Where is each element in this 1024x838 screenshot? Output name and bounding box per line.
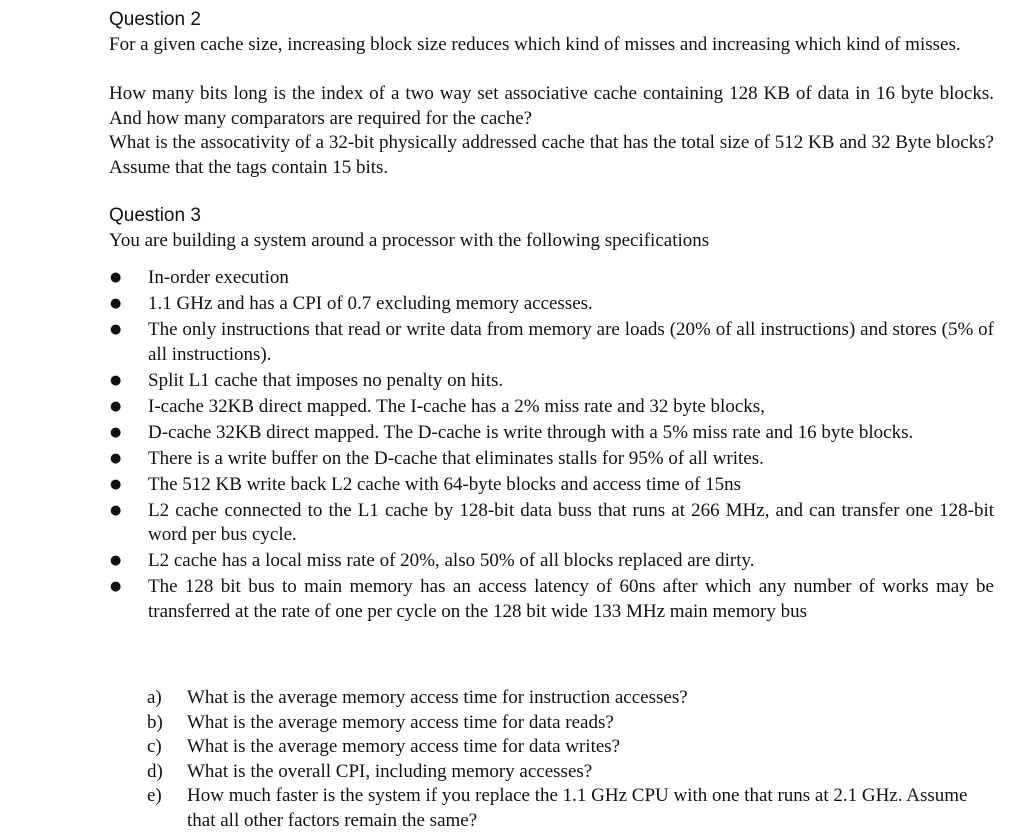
bullet-icon: ● bbox=[110, 450, 122, 466]
list-item-text: L2 cache has a local miss rate of 20%, also 50% of all blocks replaced are dirty. bbox=[148, 550, 755, 571]
list-item bbox=[0, 395, 994, 420]
list-item bbox=[0, 318, 994, 367]
question-2-paragraph-3: What is the assocativity of a 32-bit physically addressed cache that has the total size of 512 KB and 32 Byte blocks? Assume that the tags contain 15 bits. bbox=[109, 132, 994, 178]
bullet-icon: ● bbox=[110, 372, 122, 388]
subquestion-text: How much faster is the system if you replace the 1.1 GHz CPU with one that runs at 2.1 GHz. Assume that all other factors remain the same? bbox=[187, 785, 968, 831]
bullet-icon: ● bbox=[110, 502, 122, 518]
subquestion-item bbox=[0, 711, 994, 736]
bullet-icon: ● bbox=[110, 398, 122, 414]
list-item bbox=[0, 549, 994, 574]
question-2-paragraph-1: For a given cache size, increasing block size reduces which kind of misses and increasing which kind of misses. bbox=[109, 34, 961, 55]
subquestion-marker: c) bbox=[147, 736, 162, 757]
list-item bbox=[0, 369, 994, 394]
subquestion-marker: b) bbox=[147, 711, 163, 733]
subquestion-item bbox=[0, 760, 994, 785]
list-item-text: There is a write buffer on the D-cache that eliminates stalls for 95% of all writes. bbox=[148, 447, 764, 469]
list-item-text: 1.1 GHz and has a CPI of 0.7 excluding memory accesses. bbox=[148, 293, 593, 314]
list-item bbox=[0, 575, 994, 624]
list-item-text: In-order execution bbox=[148, 267, 289, 288]
bullet-icon: ● bbox=[110, 579, 122, 594]
list-item-text: The 128 bit bus to main memory has an access latency of 60ns after which any number of works may be transferred at the rate of one per cycle on the 128 bit wide 133 MHz main memory bus bbox=[148, 576, 994, 622]
subquestion-text: What is the average memory access time for instruction accesses? bbox=[187, 687, 688, 708]
list-item-text: D-cache 32KB direct mapped. The D-cache is write through with a 5% miss rate and 16 byte blocks. bbox=[148, 421, 914, 443]
bullet-icon: ● bbox=[110, 296, 122, 311]
list-item bbox=[0, 421, 994, 446]
list-item bbox=[0, 499, 994, 548]
bullet-icon: ● bbox=[110, 270, 122, 285]
subquestion-marker: a) bbox=[147, 687, 162, 708]
list-item bbox=[0, 447, 994, 472]
question-3-intro: You are building a system around a processor with the following specifications bbox=[109, 230, 710, 251]
question-2-paragraph-2: How many bits long is the index of a two way set associative cache containing 128 KB of data in 16 byte blocks. And how many comparators are required for the cache? bbox=[109, 83, 994, 129]
subquestion-text: What is the average memory access time for data reads? bbox=[187, 711, 614, 733]
list-item bbox=[0, 292, 994, 317]
list-item-text: L2 cache connected to the L1 cache by 128-bit data buss that runs at 266 MHz, and can transfer one 128-bit word per bus cycle. bbox=[148, 499, 994, 545]
bullet-icon: ● bbox=[110, 476, 122, 492]
question-2-heading: Question 2 bbox=[109, 9, 201, 30]
list-item-text: The 512 KB write back L2 cache with 64-byte blocks and access time of 15ns bbox=[148, 473, 742, 495]
list-item-text: The only instructions that read or write data from memory are loads (20% of all instructions) and stores (5% of all instructions). bbox=[148, 319, 994, 365]
list-item bbox=[0, 473, 994, 498]
subquestion-item bbox=[0, 735, 994, 760]
bullet-icon: ● bbox=[110, 553, 122, 568]
subquestion-text: What is the average memory access time for data writes? bbox=[187, 736, 621, 757]
list-item bbox=[0, 266, 994, 291]
subquestion-marker: d) bbox=[147, 760, 163, 782]
list-item-text: Split L1 cache that imposes no penalty on hits. bbox=[148, 369, 504, 391]
subquestion-list bbox=[0, 686, 1024, 833]
subquestion-item bbox=[0, 686, 994, 711]
subquestion-text: What is the overall CPI, including memory accesses? bbox=[187, 760, 593, 782]
list-item-text: I-cache 32KB direct mapped. The I-cache has a 2% miss rate and 32 byte blocks, bbox=[148, 395, 765, 417]
question-3-heading: Question 3 bbox=[109, 205, 201, 226]
subquestion-item bbox=[0, 784, 994, 833]
bullet-icon: ● bbox=[110, 322, 122, 337]
bullet-icon: ● bbox=[110, 424, 122, 440]
specifications-list bbox=[0, 266, 1024, 626]
subquestion-marker: e) bbox=[147, 785, 162, 806]
